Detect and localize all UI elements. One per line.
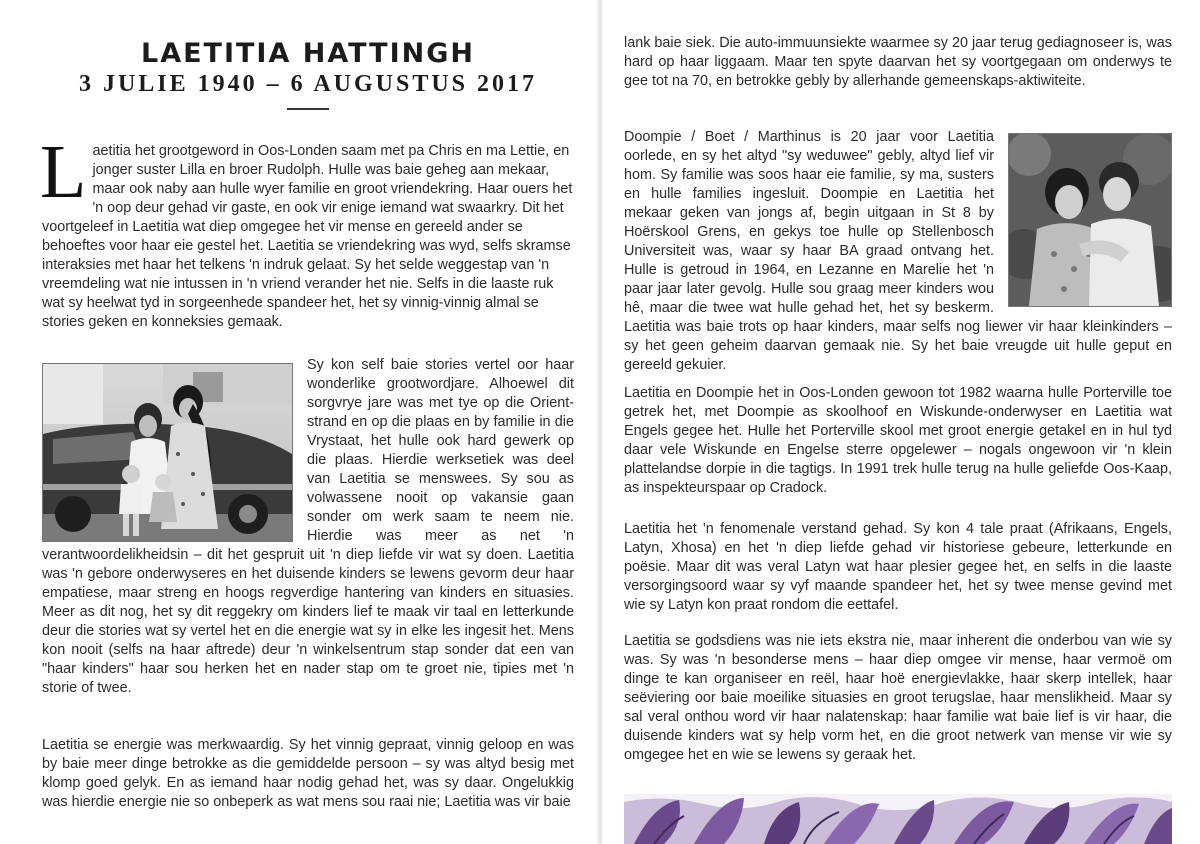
right-page [624,0,1172,844]
paragraph-faith-legacy [624,632,1172,765]
floral-decoration [624,794,1172,844]
paragraph-text: Laetitia het 'n fenomenale verstand gehad. Sy kon 4 tale praat (Afrikaans, Engels, Latyn, Xhosa) en het 'n diep liefde gehad vir historiese gebeure, letterkunde en poësie. Maar dit was veral Latyn wat haar plesier gegee het, en selfs in die laaste versorgingsoord waar sy vyf maande spandeer het, het sy twee mense gevind met wie sy Latyn kon praat rondom die eettafel. [624,521,1172,613]
page-fold [596,0,604,844]
paragraph-childhood [40,130,574,332]
drop-cap: L [40,130,87,214]
left-page [42,0,574,844]
floral-border-image [624,794,1172,844]
couple-photo-image [1009,134,1171,306]
family-photo-car [42,363,293,542]
paragraph-energy [42,736,574,812]
paragraph-text: Sy kon self baie stories vertel oor haar wonderlike grootwordjare. Alhoewel dit sorgvrye jare was met tye op die Orient-strand en op die plaas en by familie in die Vrystaat, het hulle ook hard gewerk op die plaas. Hierdie werksetiek was deel van Laetitia se menswees. Sy sou as volwassene nooit op vakansie gaan sonder om werk saam te neem nie. Hierdie was meer as net 'n verantwoordelikheidsin – dit het gespruit uit 'n diep liefde vir wat sy doen. Laetitia was 'n gebore onderwyseres en het duisende kinders se lewens gevorm deur haar empatiese, maar streng en hoogs regverdige hantering van kinders en situasies. Meer as dit nog, het sy dit reggekry om kinders lief te maak vir taal en letterkunde deur die stories wat sy vertel het en die energie wat sy in elke les ingesit het. Mens kon nooit (selfs na haar aftrede) deur 'n winkelsentrum stap sonder dat een van "haar kinders" haar sou herken het en nader stap om te groet nie, tipies met 'n storie of twee. [42,357,574,696]
paragraph-illness [624,34,1172,91]
paragraph-porterville [624,384,1172,498]
paragraph-doompie [624,128,1172,375]
title-block [42,0,574,110]
life-dates: 3 JULIE 1940 – 6 AUGUSTUS 2017 [78,71,538,97]
paragraph-stories [42,356,574,698]
paragraph-text: Doompie / Boet / Marthinus is 20 jaar voor Laetitia oorlede, en sy het altyd "sy weduwee" gebly, altyd lief vir hom. Sy familie was soos haar eie familie, sy ma, susters en hulle families ingesluit. Doompie en Laetitia het mekaar geken van jongs af, begin uitgaan in St 8 by Hoërskool Grens, en gekys toe hulle op Stellenbosch Universiteit was, waar sy haar BA graad ontvang het. Hulle is getroud in 1964, en Lezanne en Marelie het 'n paar jaar later gevolg. Hulle sou graag meer kinders wou hê, maar die twee wat hulle gehad het, het sy beskerm. Laetitia was baie trots op haar kinders, maar selfs nog liewer vir haar kleinkinders – sy het geen geheim daarvan gemaak nie. Sy het baie vreugde uit hulle geput en gereeld gekuier. [624,129,1172,373]
page-title: LAETITIA HATTINGH [140,38,476,69]
couple-photo [1008,133,1172,307]
paragraph-text: lank baie siek. Die auto-immuunsiekte waarmee sy 20 jaar terug gediagnoseer is, was hard op haar liggaam. Maar ten spyte daarvan het sy voortgegaan om onderwys te gee tot na 70, en betrokke gebly by allerhande gemeenskaps-aktiwiteite. [624,35,1172,89]
paragraph-intellect [624,520,1172,615]
family-photo-car-image [43,364,292,541]
paragraph-text: Laetitia se godsdiens was nie iets ekstra nie, maar inherent die onderbou van wie sy was. Sy was 'n besonderse mens – haar diep omgee vir mense, haar vermoë om dinge te kan organiseer en reël, haar hoë energievlakke, haar skerp intellek, haar seëviering oor baie moeilike situasies en groot terugslae, haar menslikheid. Maar sy sal veral onthou word vir haar nalatenskap: haar familie wat baie lief is vir haar, die duisende kinders wat sy help vorm het, en die groot netwerk van mense vir wie sy omgegee het en wie se lewens sy geraak het. [624,633,1172,763]
title-rule [287,108,329,110]
paragraph-text: Laetitia se energie was merkwaardig. Sy het vinnig gepraat, vinnig geloop en was by baie meer dinge betrokke as die gemiddelde persoon – sy was altyd besig met klomp goed gelyk. En as iemand haar nodig gehad het, was sy daar. Ongelukkig was hierdie energie nie so onbeperk as wat mens sou raai nie; Laetitia was vir baie [42,737,574,810]
paragraph-text: aetitia het grootgeword in Oos-Londen saam met pa Chris en ma Lettie, en jonger suster Lilla en broer Rudolph. Hulle was baie geheg aan mekaar, maar ook naby aan hulle wyer familie en groot vriendekring. Haar ouers het 'n oop deur gehad vir gaste, en ook vir enige iemand wat swaarkry. Dit het voortgeleef in Laetitia wat diep omgegee het vir mense en gereeld ander se behoeftes voor haar eie gestel het. Laetitia se vriendekring was wyd, selfs skramse interaksies met haar het telkens 'n indruk gelaat. Sy het selde weggestap van 'n vreemdeling wat nie intussen in 'n vriend verander het nie. Selfs in die laaste ruk wat sy heelwat tyd in sorgeenhede spandeer het, het sy vinnig-vinnig almal se stories geken en konneksies gemaak. [42,143,573,330]
paragraph-text: Laetitia en Doompie het in Oos-Londen gewoon tot 1982 waarna hulle Porterville toe getrek het, met Doompie as skoolhoof en Wiskunde-onderwyser en Laetitia wat Engels gegee het. Hulle het Porterville skool met groot energie getakel en in hul tyd daar vele Wiskunde en Engelse sterre opgelewer – nogals ongewoon vir 'n klein plattelandse dorpie in die tagtigs. In 1991 trek hulle terug na hulle geliefde Oos-Kaap, as inspekteurspaar op Cradock. [624,385,1172,496]
